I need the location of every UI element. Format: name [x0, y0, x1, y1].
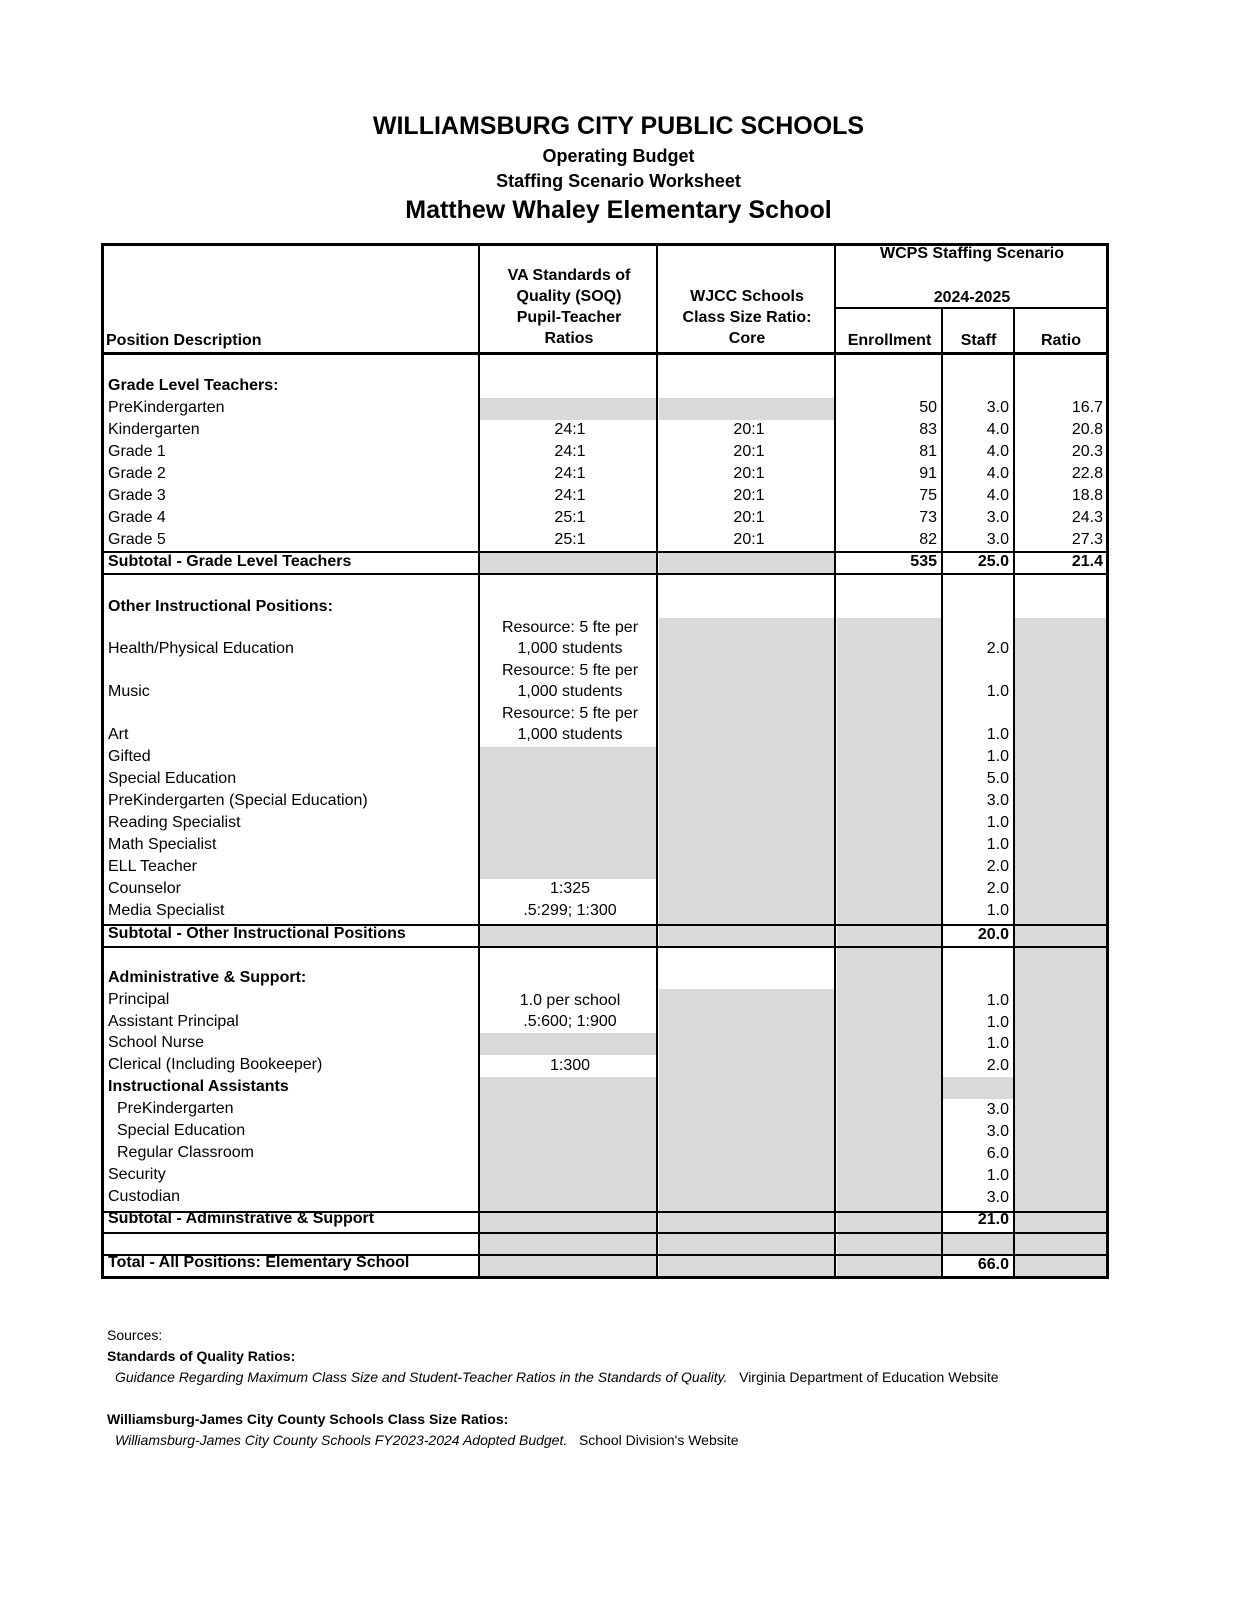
org-title: WILLIAMSBURG CITY PUBLIC SCHOOLS [372, 112, 865, 140]
row-label: Math Specialist [108, 836, 217, 853]
soq-value: 1,000 students [517, 726, 623, 743]
row-label: ELL Teacher [108, 858, 197, 875]
row-label: Grade 1 [108, 443, 166, 460]
staff-value: 1.0 [986, 1167, 1009, 1184]
staffing-table [103, 245, 1129, 1299]
staff-value: 1.0 [986, 814, 1009, 831]
subtotal-enrollment: 535 [910, 553, 937, 570]
soq-value: 1,000 students [517, 640, 623, 657]
subtotal-label: Subtotal - Grade Level Teachers [108, 553, 352, 570]
row-label: Media Specialist [108, 902, 225, 919]
wjcc-value: 20:1 [733, 465, 765, 482]
staff-value: 3.0 [986, 1123, 1009, 1140]
row-label: Gifted [108, 748, 151, 765]
wjcc-value: 20:1 [733, 443, 765, 460]
enrollment-value: 83 [919, 421, 937, 438]
col-staff-header: Staff [960, 332, 997, 349]
row-label: Grade 2 [108, 465, 166, 482]
soq-value: 25:1 [554, 509, 586, 526]
staff-value: 4.0 [986, 421, 1009, 438]
subtitle-budget: Operating Budget [542, 146, 695, 166]
col-ratio-header: Ratio [1041, 332, 1081, 349]
soq-value: Resource: 5 fte per [501, 662, 639, 679]
enrollment-value: 75 [919, 487, 937, 504]
soq-value: 24:1 [554, 465, 586, 482]
ratio-value: 16.7 [1071, 399, 1103, 416]
wjcc-source-title: Williamsburg-James City County Schools FY2023-2024 Adopted Budget. [115, 1432, 568, 1448]
subtitle-worksheet: Staffing Scenario Worksheet [496, 171, 741, 191]
staff-value: 2.0 [986, 1057, 1009, 1074]
row-label: Assistant Principal [108, 1013, 239, 1030]
staff-value: 1.0 [986, 1014, 1009, 1031]
staff-value: 3.0 [986, 1101, 1009, 1118]
enrollment-value: 73 [919, 509, 937, 526]
col-soq-header-3: Pupil-Teacher [516, 309, 622, 326]
staff-value: 4.0 [986, 443, 1009, 460]
row-label: School Nurse [108, 1034, 205, 1051]
col-wjcc-header-2: Class Size Ratio: [682, 309, 812, 326]
soq-value: 1:300 [549, 1057, 591, 1074]
row-label: Art [108, 726, 129, 743]
total-label: Total - All Positions: Elementary School [108, 1254, 410, 1271]
row-label: Clerical (Including Bookeeper) [108, 1056, 323, 1073]
soq-value: 24:1 [554, 487, 586, 504]
row-label: Regular Classroom [117, 1144, 254, 1161]
row-label: PreKindergarten (Special Education) [108, 792, 368, 809]
staff-value: 1.0 [986, 1035, 1009, 1052]
staff-value: 2.0 [986, 880, 1009, 897]
row-label: Health/Physical Education [108, 640, 294, 657]
ratio-value: 18.8 [1071, 487, 1103, 504]
ratio-value: 22.8 [1071, 465, 1103, 482]
staff-value: 1.0 [986, 726, 1009, 743]
row-label: Grade 5 [108, 531, 166, 548]
col-soq-header-4: Ratios [544, 330, 594, 347]
wjcc-value: 20:1 [733, 487, 765, 504]
row-label: Principal [108, 991, 170, 1008]
col-wjcc-header-1: WJCC Schools [690, 288, 804, 305]
col-enrollment-header: Enrollment [847, 332, 932, 349]
col-position-header: Position Description [106, 332, 262, 349]
enrollment-value: 91 [919, 465, 937, 482]
staff-value: 5.0 [986, 770, 1009, 787]
sources-block [107, 1325, 999, 1451]
subtotal-staff: 25.0 [977, 553, 1009, 570]
wjcc-value: 20:1 [733, 531, 765, 548]
row-label: Custodian [108, 1188, 181, 1205]
staff-value: 2.0 [986, 858, 1009, 875]
row-label: Instructional Assistants [108, 1078, 289, 1095]
col-wjcc-header-3: Core [728, 330, 766, 347]
soq-value: 25:1 [554, 531, 586, 548]
soq-value: 24:1 [554, 443, 586, 460]
row-label: Grade 4 [108, 509, 166, 526]
row-label: PreKindergarten [117, 1100, 234, 1117]
soq-value: .5:600; 1:900 [523, 1013, 617, 1030]
staff-value: 3.0 [986, 1189, 1009, 1206]
staff-value: 3.0 [986, 792, 1009, 809]
staff-value: 4.0 [986, 465, 1009, 482]
soq-value: Resource: 5 fte per [501, 619, 639, 636]
subtotal-ratio: 21.4 [1071, 553, 1103, 570]
section-heading: Administrative & Support: [108, 969, 307, 986]
row-label: Grade 3 [108, 487, 166, 504]
sources-heading: Sources: [107, 1327, 163, 1343]
staff-value: 6.0 [986, 1145, 1009, 1162]
wjcc-value: 20:1 [733, 421, 765, 438]
staff-value: 1.0 [986, 748, 1009, 765]
row-label: Counselor [108, 880, 181, 897]
ratio-value: 20.3 [1071, 443, 1103, 460]
soq-value: Resource: 5 fte per [501, 705, 639, 722]
subtotal-label: Subtotal - Adminstrative & Support [108, 1210, 375, 1227]
staff-value: 1.0 [986, 836, 1009, 853]
year-header: 2024-2025 [933, 289, 1011, 306]
school-name: Matthew Whaley Elementary School [405, 196, 832, 224]
soq-value: 24:1 [554, 421, 586, 438]
ratio-value: 27.3 [1071, 531, 1103, 548]
wjcc-source-heading: Williamsburg-James City County Schools Class Size Ratios: [107, 1411, 509, 1427]
row-label: Kindergarten [108, 421, 200, 438]
row-label: Music [108, 683, 150, 700]
soq-value: 1.0 per school [519, 992, 621, 1009]
col-soq-header-2: Quality (SOQ) [516, 288, 622, 305]
total-staff: 66.0 [977, 1256, 1009, 1273]
staff-value: 1.0 [986, 902, 1009, 919]
row-label: Reading Specialist [108, 814, 241, 831]
staff-value: 4.0 [986, 487, 1009, 504]
ratio-value: 20.8 [1071, 421, 1103, 438]
subtotal-staff: 20.0 [977, 926, 1009, 943]
soq-source-heading: Standards of Quality Ratios: [107, 1348, 296, 1364]
enrollment-value: 50 [919, 399, 937, 416]
row-label: Special Education [108, 770, 237, 787]
staff-value: 1.0 [986, 683, 1009, 700]
section-heading: Grade Level Teachers: [108, 377, 279, 394]
staff-value: 2.0 [986, 640, 1009, 657]
staff-value: 1.0 [986, 992, 1009, 1009]
staff-value: 3.0 [986, 531, 1009, 548]
soq-value: 1,000 students [517, 683, 623, 700]
soq-source-site: Virginia Department of Education Website [739, 1369, 999, 1385]
staff-value: 3.0 [986, 399, 1009, 416]
soq-source-title: Guidance Regarding Maximum Class Size and Student-Teacher Ratios in the Standards of Quality. [115, 1369, 728, 1385]
enrollment-value: 81 [919, 443, 937, 460]
row-label: Special Education [117, 1122, 246, 1139]
enrollment-value: 82 [919, 531, 937, 548]
row-label: Security [108, 1166, 166, 1183]
staff-value: 3.0 [986, 509, 1009, 526]
row-label: PreKindergarten [108, 399, 225, 416]
wjcc-source-site: School Division's Website [578, 1432, 739, 1448]
scenario-header: WCPS Staffing Scenario [879, 245, 1065, 262]
wjcc-value: 20:1 [733, 509, 765, 526]
col-soq-header-1: VA Standards of [507, 267, 631, 284]
subtotal-staff: 21.0 [977, 1211, 1009, 1228]
soq-value: .5:299; 1:300 [523, 902, 617, 919]
ratio-value: 24.3 [1071, 509, 1103, 526]
subtotal-label: Subtotal - Other Instructional Positions [108, 925, 406, 942]
section-heading: Other Instructional Positions: [108, 598, 333, 615]
soq-value: 1:325 [549, 880, 591, 897]
